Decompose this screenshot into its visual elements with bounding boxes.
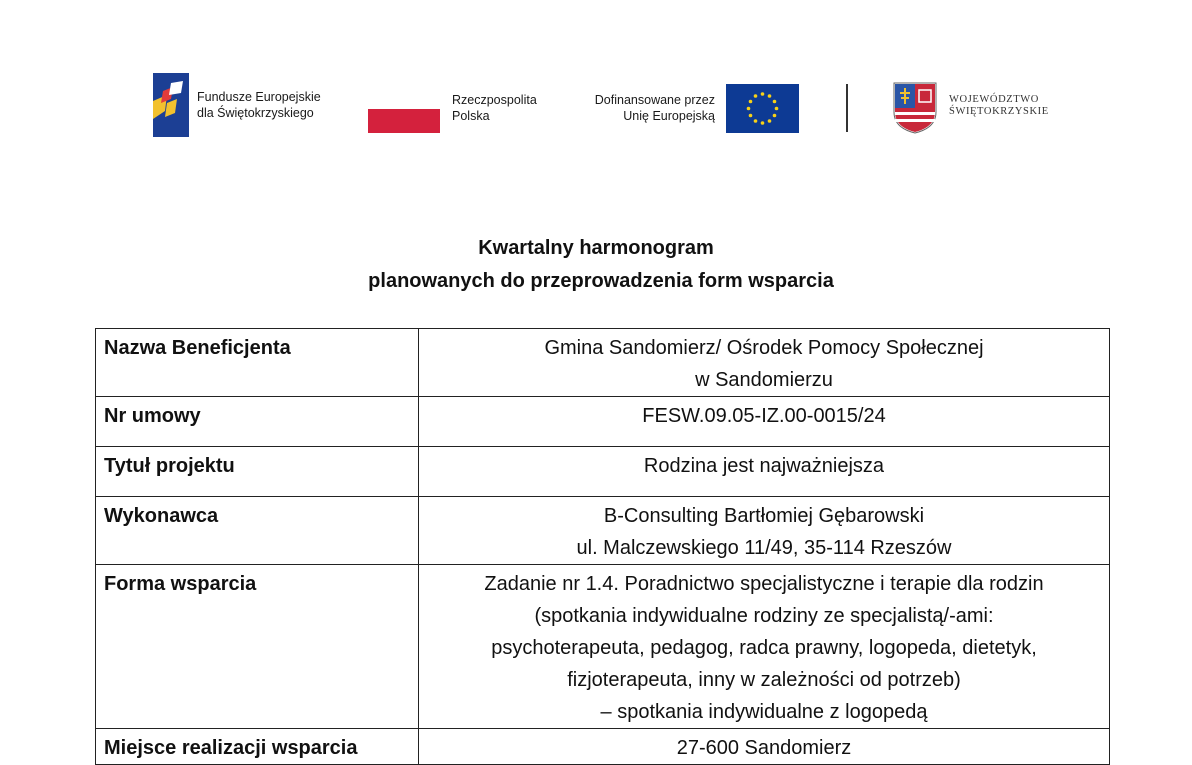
fe-line-1: Fundusze Europejskie [197, 90, 321, 104]
value-line: B-Consulting Bartłomiej Gębarowski [603, 505, 925, 527]
value-line: Rodzina jest najważniejsza [643, 455, 885, 477]
fe-emblem-icon [153, 73, 189, 137]
row-label: Nazwa Beneficjenta [96, 329, 419, 397]
fe-logo-text [197, 89, 321, 121]
swietokrzyskie-crest-icon [893, 82, 937, 139]
eu-flag-icon [726, 84, 799, 133]
fundusze-europejskie-logo [153, 73, 321, 137]
value-line: (spotkania indywidualne rodziny ze specjalistą/-ami: [534, 605, 994, 627]
pl-logo-text [452, 92, 537, 124]
value-line: ul. Malczewskiego 11/49, 35-114 Rzeszów [576, 537, 952, 559]
table-row [96, 565, 1110, 729]
document-title [0, 232, 1192, 298]
pl-line-1: Rzeczpospolita [452, 93, 537, 107]
woj-line-2: ŚWIĘTOKRZYSKIE [949, 106, 1049, 117]
row-value [419, 447, 1110, 497]
value-line: FESW.09.05-IZ.00-0015/24 [642, 405, 886, 427]
table-row [96, 447, 1110, 497]
value-line: fizjoterapeuta, inny w zależności od potrzeb) [567, 669, 961, 691]
value-line: Gmina Sandomierz/ Ośrodek Pomocy Społecznej [544, 337, 984, 359]
eu-logo-text [578, 92, 715, 124]
polish-flag-icon [368, 91, 440, 133]
value-line: 27-600 Sandomierz [676, 737, 852, 759]
fe-line-2: dla Świętokrzyskiego [197, 106, 314, 120]
value-line: Zadanie nr 1.4. Poradnictwo specjalistyczne i terapie dla rodzin [484, 573, 1044, 595]
eu-line-2: Unię Europejską [623, 109, 715, 123]
logo-bar [0, 0, 1192, 160]
table-row [96, 729, 1110, 765]
row-label: Nr umowy [96, 397, 419, 447]
value-line: – spotkania indywidualne z logopedą [600, 701, 928, 723]
row-value [419, 565, 1110, 729]
row-value [419, 729, 1110, 765]
row-value [419, 397, 1110, 447]
logo-separator [846, 84, 848, 132]
row-value [419, 497, 1110, 565]
table-row [96, 329, 1110, 397]
info-table [95, 328, 1110, 765]
pl-line-2: Polska [452, 109, 490, 123]
value-line: psychoterapeuta, pedagog, radca prawny, logopeda, dietetyk, [491, 637, 1037, 659]
table-row [96, 397, 1110, 447]
row-value [419, 329, 1110, 397]
eu-line-1: Dofinansowane przez [594, 93, 715, 107]
row-label: Miejsce realizacji wsparcia [96, 729, 419, 765]
wojewodztwo-logo-text [949, 94, 1049, 118]
table-row [96, 497, 1110, 565]
row-label: Tytuł projektu [96, 447, 419, 497]
row-label: Wykonawca [96, 497, 419, 565]
value-line: w Sandomierzu [695, 369, 833, 391]
row-label: Forma wsparcia [96, 565, 419, 729]
title-line-1: Kwartalny harmonogram [478, 237, 714, 259]
title-line-2: planowanych do przeprowadzenia form wsparcia [368, 270, 834, 292]
woj-line-1: WOJEWÓDZTWO [949, 94, 1039, 105]
